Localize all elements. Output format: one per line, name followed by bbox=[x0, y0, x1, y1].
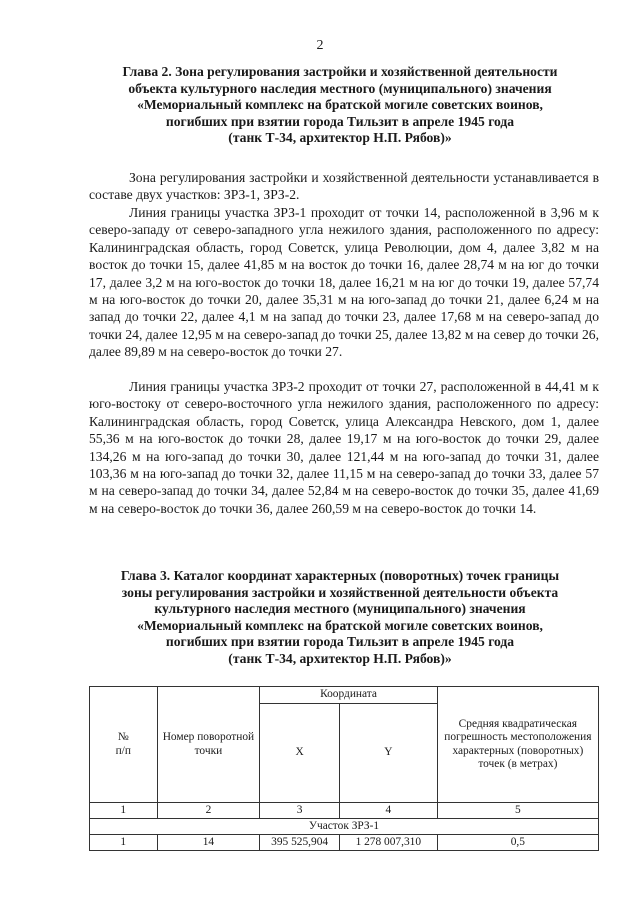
column-number: 5 bbox=[437, 803, 598, 819]
column-number: 1 bbox=[90, 803, 158, 819]
header-coordinate: Координата bbox=[260, 687, 437, 704]
header-error: Средняя квадратическая погрешность местоположения характерных (поворотных) точек (в метрах) bbox=[437, 687, 598, 803]
chapter-2-heading-line: объекта культурного наследия местного (муниципального) значения bbox=[128, 80, 552, 96]
table-header-row bbox=[90, 687, 599, 704]
chapter-2-heading bbox=[70, 64, 610, 147]
table-row bbox=[90, 835, 599, 851]
header-x: X bbox=[260, 704, 340, 803]
column-number: 4 bbox=[339, 803, 437, 819]
chapter-3-heading bbox=[70, 568, 610, 668]
coordinates-catalog-table bbox=[89, 686, 599, 851]
header-point: Номер поворотной точки bbox=[157, 687, 260, 803]
column-number: 2 bbox=[157, 803, 260, 819]
chapter-2-heading-line: (танк Т-34, архитектор Н.П. Рябов)» bbox=[228, 130, 452, 146]
chapter-3-heading-line: погибших при взятии города Тильзит в апреле 1945 года bbox=[165, 634, 515, 650]
column-number: 3 bbox=[260, 803, 340, 819]
chapter-3-heading-line: зоны регулирования застройки и хозяйственной деятельности объекта bbox=[121, 584, 559, 600]
cell-x: 395 525,904 bbox=[260, 835, 340, 851]
paragraph-text: Линия границы участка ЗРЗ-1 проходит от точки 14, расположенной в 3,96 м к северо-западу от северо-западного угла нежилого здания, расположенного по адресу: Калининградская область, город Советск, улица Революции, дом 4, далее 3,82 м на восток до точки 15, далее 41,85 м на восток до точки 16, далее 28,74 м на юг до точки 17, далее 3,2 м на юго-восток до точки 18, далее 16,21 м на юг до точки 19, далее 57,74 м на юго-восток до точки 20, далее 35,31 м на юго-запад до точки 21, далее 6,24 м на запад до точки 22, далее 4,1 м на запад до точки 23, далее 17,68 м на северо-запад до точки 24, далее 12,95 м на северо-запад до точки 25, далее 13,82 м на север до точки 26, далее 89,89 м на северо-восток до точки 27. bbox=[89, 205, 599, 360]
section-row bbox=[90, 819, 599, 835]
page-number: 2 bbox=[316, 38, 324, 53]
chapter-3-heading-line: «Мемориальный комплекс на братской могиле советских воинов, bbox=[137, 617, 543, 633]
header-y: Y bbox=[339, 704, 437, 803]
header-num: № п/п bbox=[90, 687, 158, 803]
chapter-2-heading-line: «Мемориальный комплекс на братской могиле советских воинов, bbox=[137, 97, 543, 113]
paragraph-text: Линия границы участка ЗРЗ-2 проходит от точки 27, расположенной в 44,41 м к юго-востоку от северо-восточного угла нежилого здания, расположенного по адресу: Калининградская область, город Советск, улица Александра Невского, дом 1, далее 55,36 м на юго-восток до точки 28, далее 19,17 м на юго-восток до точки 29, далее 134,26 м на юго-запад до точки 30, далее 121,44 м на юго-запад до точки 31, далее 103,36 м на юго-запад до точки 32, далее 11,15 м на северо-запад до точки 33, далее 57 м на северо-запад до точки 34, далее 52,84 м на северо-восток до точки 35, далее 41,69 м на северо-восток до точки 36, далее 260,59 м на северо-восток до точки 14. bbox=[89, 379, 599, 516]
chapter-2-heading-line: Глава 2. Зона регулирования застройки и хозяйственной деятельности bbox=[122, 64, 558, 79]
zrz2-boundary-paragraph bbox=[89, 378, 599, 517]
cell-y: 1 278 007,310 bbox=[339, 835, 437, 851]
cell-error: 0,5 bbox=[437, 835, 598, 851]
chapter-3-heading-line: (танк Т-34, архитектор Н.П. Рябов)» bbox=[228, 650, 452, 666]
chapter-2-heading-line: погибших при взятии города Тильзит в апреле 1945 года bbox=[165, 113, 515, 129]
zone-composition-paragraph bbox=[89, 169, 599, 204]
chapter-3-heading-line: Глава 3. Каталог координат характерных (поворотных) точек границы bbox=[120, 568, 560, 583]
cell-point: 14 bbox=[157, 835, 260, 851]
section-label: Участок ЗРЗ-1 bbox=[90, 819, 599, 835]
paragraph-text: Зона регулирования застройки и хозяйственной деятельности устанавливается в составе двух участков: ЗРЗ-1, ЗРЗ-2. bbox=[89, 170, 599, 203]
zrz1-boundary-paragraph bbox=[89, 204, 599, 361]
chapter-3-heading-line: культурного наследия местного (муниципального) значения bbox=[154, 601, 526, 617]
cell-num: 1 bbox=[90, 835, 158, 851]
column-number-row bbox=[90, 803, 599, 819]
